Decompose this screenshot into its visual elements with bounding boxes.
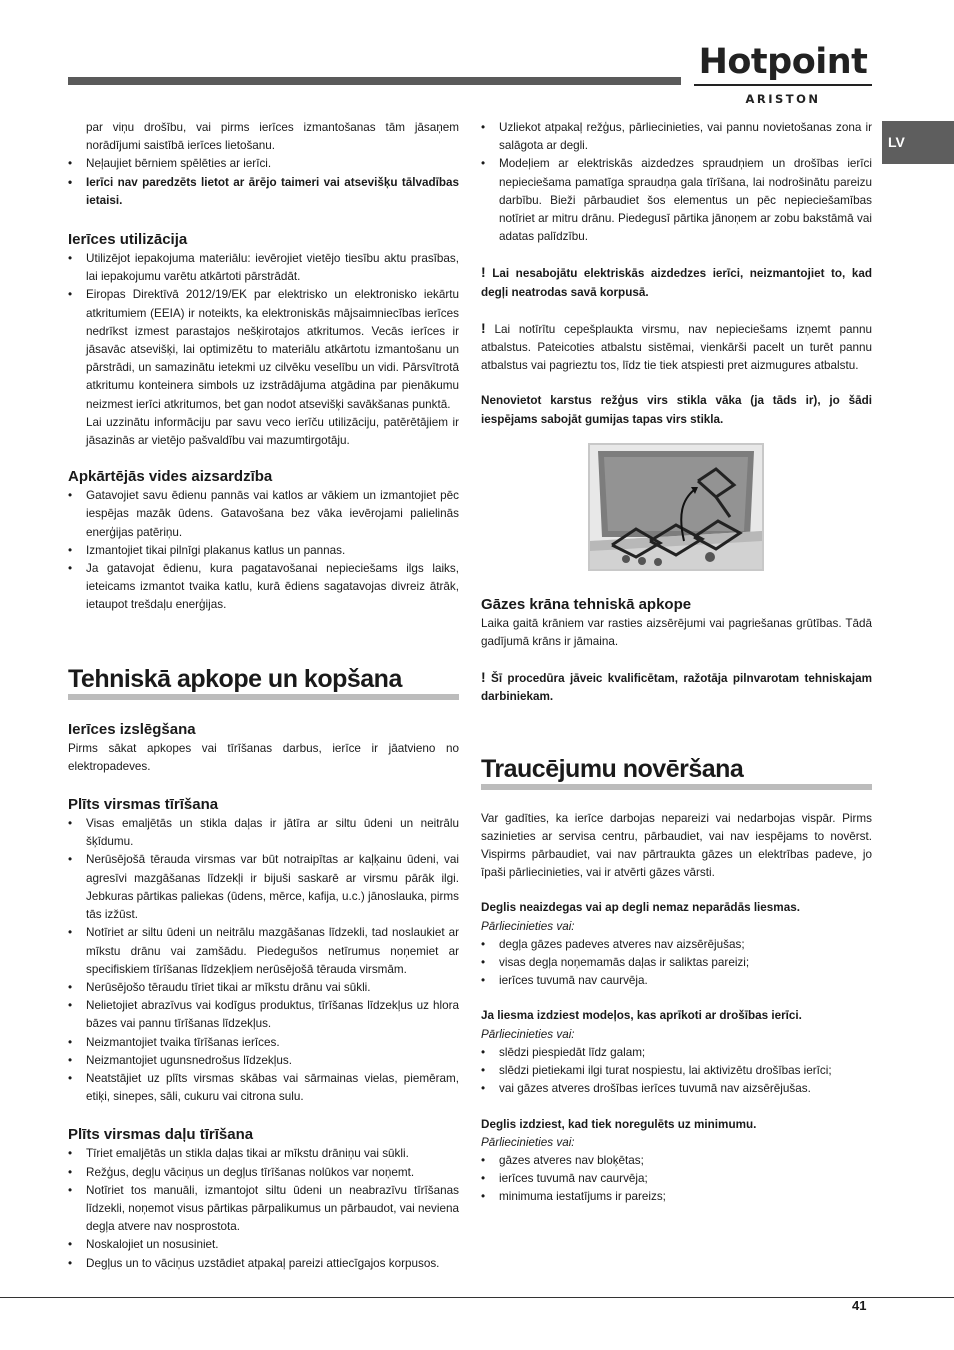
warning-text: Lai nesabojātu elektriskās aizdedzes ierīci, neizmantojiet to, kad degļi neatrodas savā korpusā. xyxy=(481,267,872,299)
sub-brand: ARISTON xyxy=(745,92,821,106)
warning-icon: ! xyxy=(481,264,486,281)
surface-cleaning-list xyxy=(68,815,459,1106)
list-item: • Tīriet emaljētās un stikla daļas tikai ar mīkstu drāniņu vai sūkli. xyxy=(68,1145,459,1163)
list-item: • Uzliekot atpakaļ režģus, pārliecinieties, vai pannu novietošanas zona ir salāgota ar degli. xyxy=(481,119,872,155)
problem-title: Ja liesma izdziest modeļos, kas aprīkoti ar drošības ierīci. xyxy=(481,1009,802,1023)
list-item: • Gatavojiet savu ēdienu pannās vai katlos ar vākiem un izmantojiet pēc iespējas mazāk ūdens. Gatavošana bez vāka ievērojami palielinās enerģijas patēriņu. xyxy=(68,487,459,542)
list-item: • Ja gatavojat ēdienu, kura pagatavošanai nepieciešams ilgs laiks, ieteicams izmantot tvaika katlu, kurā ēdiens sagatavojas divreiz ātrāk, ietaupot trešdaļu enerģijas. xyxy=(68,560,459,615)
footer-divider xyxy=(0,1297,954,1298)
section-title-parts-cleaning: Plīts virsmas daļu tīrīšana xyxy=(68,1126,254,1144)
right-column xyxy=(481,119,872,1207)
list-item: • slēdzi piespiedāt līdz galam; xyxy=(481,1044,872,1062)
warning-text: Lai notīrītu cepešplaukta virsmu, nav nepieciešams izņemt pannu atbalstus. Pateicoties atbalstu sistēmai, vienkārši pacelt un turēt pannu atbalstus vai pagrieztu tos, līdz tie tiek atspiesti pret aizmugures atbalstu. xyxy=(481,322,872,373)
heading-troubleshooting: Traucējumu novēršana xyxy=(481,754,872,790)
list-item: • Notīriet tos manuāli, izmantojot siltu ūdeni un neabrazīvu tīrīšanas līdzekli, noņemot visus pārtikas pārpalikumus un pārbaudot, vai neviena degļa atvere nav nosprostota. xyxy=(68,1182,459,1237)
section-title-switch-off: Ierīces izslēgšana xyxy=(68,720,196,738)
warning-qualified xyxy=(481,668,872,706)
warning-glass-lid: Nenovietot karstus režģus virs stikla vāka (ja tāds ir), jo šādi iespējams sabojāt gumijas tapas virs stikla. xyxy=(481,394,872,426)
page-number: 41 xyxy=(852,1298,867,1313)
list-item: • Izmantojiet tikai pilnīgi plakanus katlus un pannas. xyxy=(68,542,459,560)
heading-maintenance: Tehniskā apkope un kopšana xyxy=(68,664,459,700)
environment-list xyxy=(68,487,459,614)
list-item: • Režģus, degļu vāciņus un degļus tīrīšanas nolūkos var noņemt. xyxy=(68,1164,459,1182)
warning-icon: ! xyxy=(481,669,486,686)
header-bar xyxy=(68,77,681,85)
problem-checklist xyxy=(481,936,872,991)
intro-continuation: par viņu drošību, vai pirms ierīces izmantošanas tām jāsaņem norādījumi saistībā ierīces lietošanu. xyxy=(86,121,459,153)
list-item: • Neatstājiet uz plīts virsmas skābas vai sārmainas vielas, piemēram, etiķi, sinepes, sāli, cukuru vai citrona sulu. xyxy=(68,1070,459,1106)
check-label: Pārliecinieties vai: xyxy=(481,1027,575,1041)
troubleshooting-intro: Var gadīties, ka ierīce darbojas nepareizi vai nedarbojas vispār. Pirms sazinieties ar servisa centru, pārbaudiet, vai nav iespējams to novērst. Vispirms pārbaudiet, vai nav pārtraukta gāzes un elektrības padeve, jo īpaši pārliecinieties, vai ir atvērti gāzes vārsti. xyxy=(481,811,872,880)
hob-drawing xyxy=(590,445,762,569)
switch-off-text: Pirms sākat apkopes vai tīrīšanas darbus, ierīce ir jāatvieno no elektropadeves. xyxy=(68,741,459,773)
section-title-environment: Apkārtējās vides aizsardzība xyxy=(68,468,273,486)
brand-logo xyxy=(694,42,872,112)
section-title-surface-cleaning: Plīts virsmas tīrīšana xyxy=(68,796,219,814)
list-item: • ierīces tuvumā nav caurvēja; xyxy=(481,1170,872,1188)
problem-checklist xyxy=(481,1152,872,1207)
problem-title: Deglis izdziest, kad tiek noregulēts uz minimumu. xyxy=(481,1117,757,1131)
list-item: • Utilizējot iepakojuma materiālu: ievērojiet vietējo tiesību aktu prasības, lai iepakojumu varētu atkārtoti pārstrādāt. xyxy=(68,250,459,286)
warning-icon: ! xyxy=(481,319,486,336)
problem-checklist xyxy=(481,1044,872,1099)
hob-illustration xyxy=(588,443,764,571)
warning-ignition xyxy=(481,263,872,301)
list-item: • gāzes atveres nav bloķētas; xyxy=(481,1152,872,1170)
logo-divider xyxy=(694,84,872,86)
list-item: • Neļaujiet bērniem spēlēties ar ierīci. xyxy=(68,155,459,173)
list-item: • Degļus un to vāciņus uzstādiet atpakaļ pareizi attiecīgajos korpusos. xyxy=(68,1255,459,1273)
list-item: • Visas emaljētās un stikla daļas ir jātīra ar siltu ūdeni un neitrālu šķīdumu. xyxy=(68,815,459,851)
list-item: • visas degļa noņemamās daļas ir saliktas pareizi; xyxy=(481,954,872,972)
list-item: • vai gāzes atveres drošības ierīces tuvumā nav aizsērējušas. xyxy=(481,1080,872,1098)
list-item: • Eiropas Direktīvā 2012/19/EK par elektrisko un elektronisko iekārtu atkritumiem (EEIA) ir noteikts, ka elektroniskās mājsaimniecības ierīces nedrīkst izmest parastajos nešķirotajos atkritumos. Vecās ierīces ir jāsavāc atsevišķi, lai optimizētu to materiālu atkārtotu izmantošanu un pārstrādi, un samazinātu ietekmi uz cilvēku veselību un vidi. Pārsvītrotā atkritumu konteinera simbols uz izstrādājuma atgādina par pienākumu neizmest ierīci atkritumos, bet gan nodot atsevišķi savākšanas punktā. xyxy=(68,286,459,413)
list-item: • Notīriet ar siltu ūdeni un neitrālu mazgāšanas līdzekli, tad noslaukiet ar mīkstu drānu vai zamšādu. Piedegušos netīrumus noņemiet ar specifiskiem tīrīšanas līdzekļiem nerūsējošā tērauda virsmām. xyxy=(68,924,459,979)
list-item: • Nelietojiet abrazīvus vai kodīgus produktus, tīrīšanas līdzekļus uz hlora bāzes vai pannu tīrīšanas līdzekļus. xyxy=(68,997,459,1033)
check-label: Pārliecinieties vai: xyxy=(481,1135,575,1149)
disposal-note: Lai uzzinātu informāciju par savu veco ierīču utilizāciju, patērētājiem ir jāsazinās ar vietējo pašvaldību vai mazumtirgotāju. xyxy=(86,415,459,448)
list-item: • degļa gāzes padeves atveres nav aizsērējušas; xyxy=(481,936,872,954)
section-title-disposal: Ierīces utilizācija xyxy=(68,231,188,249)
disposal-list xyxy=(68,250,459,414)
list-item: • Nerūsējošā tērauda virsmas var būt notraipītas ar kaļķainu ūdeni, vai agresīvi mazgāšanas līdzekļi ir bijuši saskarē ar virsmu pārāk ilgi. Jebkuras pārtikas paliekas (ūdens, mērce, kafija, u.c.) jānoslauka, pirms tās izžūst. xyxy=(68,851,459,924)
left-column xyxy=(68,119,459,1273)
list-item: • Ierīci nav paredzēts lietot ar ārējo taimeri vai atsevišķu tālvadības ietaisi. xyxy=(68,174,459,210)
parts-cleaning-list xyxy=(68,1145,459,1272)
list-item: • Neizmantojiet tvaika tīrīšanas ierīces. xyxy=(68,1034,459,1052)
problem-title: Deglis neaizdegas vai ap degli nemaz neparādās liesmas. xyxy=(481,901,800,915)
check-label: Pārliecinieties vai: xyxy=(481,919,575,933)
gas-valve-text: Laika gaitā krāniem var rasties aizsērējumi vai pagriešanas grūtības. Tādā gadījumā krāns ir jāmaina. xyxy=(481,616,872,649)
warning-pan-supports xyxy=(481,319,872,376)
warning-text: Šī procedūra jāveic kvalificētam, ražotāja pilnvarotam tehniskajam darbiniekam. xyxy=(481,672,872,704)
list-item: • Neizmantojiet ugunsnedrošus līdzekļus. xyxy=(68,1052,459,1070)
list-item: • Noskalojiet un nosusiniet. xyxy=(68,1236,459,1254)
list-item: • ierīces tuvumā nav caurvēja. xyxy=(481,972,872,990)
section-title-gas-valve: Gāzes krāna tehniskā apkope xyxy=(481,595,692,613)
list-item: • slēdzi pietiekami ilgi turat nospiestu, lai aktivizētu drošības ierīci; xyxy=(481,1062,872,1080)
intro-list xyxy=(68,155,459,210)
grid-list xyxy=(481,119,872,246)
brand-name: Hotpoint xyxy=(698,42,868,82)
list-item: • Modeļiem ar elektriskās aizdedzes spraudņiem un drošības ierīci nepieciešama pamatīga spraudņa gala tīrīšana, lai nodrošinātu pareizu darbību. Bieži pārbaudiet šos elementus un pēc nepieciešamības notīriet ar mitru drānu. Piedegusī pārtika jānoņem ar zobu bakstāmā vai adatas palīdzību. xyxy=(481,155,872,246)
list-item: • minimuma iestatījums ir pareizs; xyxy=(481,1188,872,1206)
list-item: • Nerūsējošo tēraudu tīriet tikai ar mīkstu drānu vai sūkli. xyxy=(68,979,459,997)
language-tab: LV xyxy=(882,121,954,164)
